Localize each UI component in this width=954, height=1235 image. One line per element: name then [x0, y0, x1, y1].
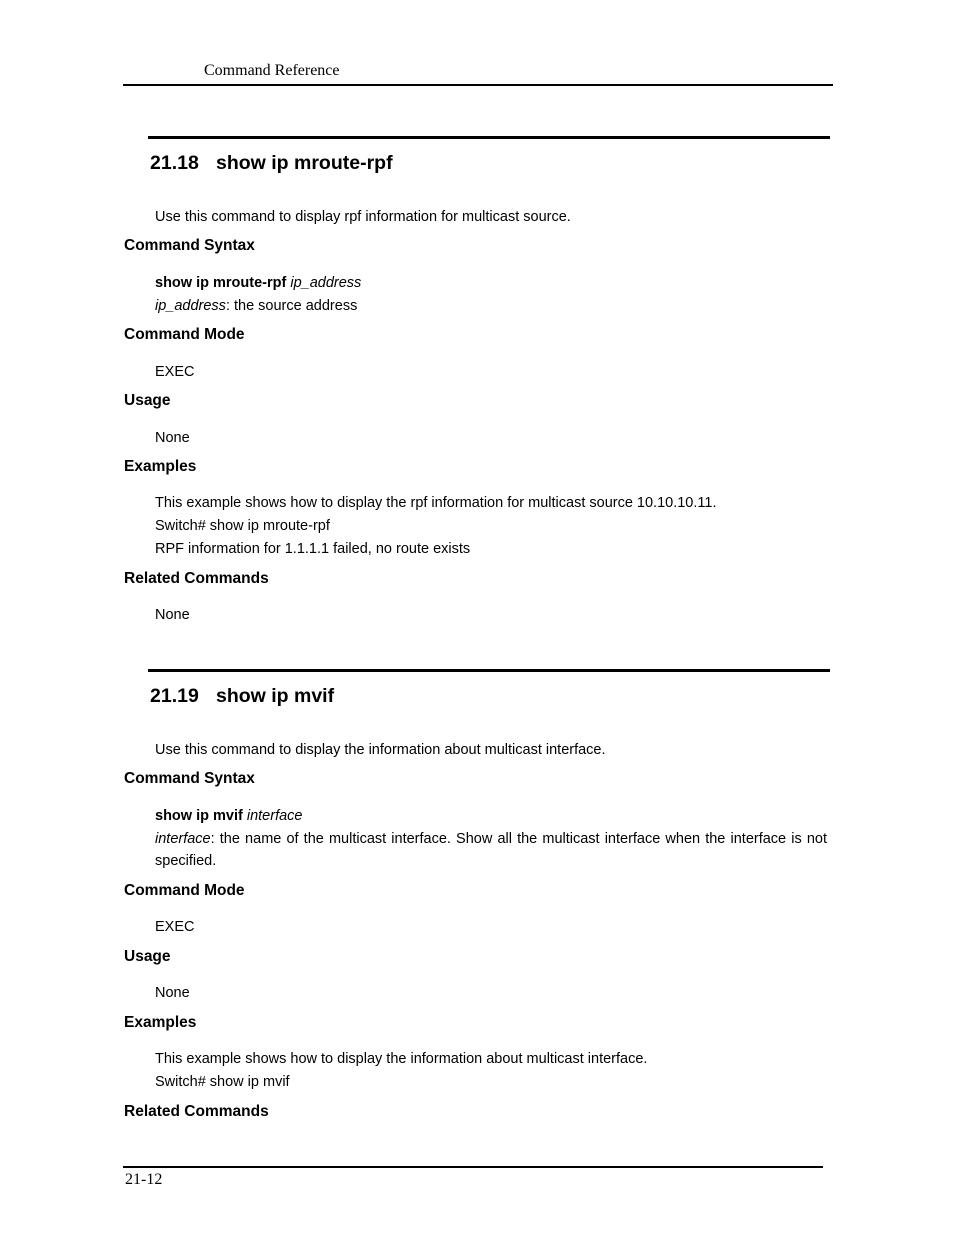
command-syntax — [155, 808, 302, 824]
related-commands-heading: Related Commands — [124, 570, 269, 587]
syntax-command: show ip mvif — [155, 808, 243, 824]
command-mode-value: EXEC — [155, 919, 195, 935]
parameter-text: : the source address — [225, 298, 358, 314]
syntax-parameter: ip_address — [290, 275, 362, 291]
page-number: 21-12 — [125, 1171, 163, 1188]
section-number: 21.18 — [150, 152, 199, 174]
related-commands-heading: Related Commands — [124, 1103, 269, 1120]
section-intro: Use this command to display rpf information for multicast source. — [155, 209, 571, 225]
command-syntax-heading: Command Syntax — [124, 770, 255, 787]
command-mode-heading: Command Mode — [124, 326, 245, 343]
parameter-description — [155, 828, 827, 872]
examples-heading: Examples — [124, 1014, 197, 1031]
example-line: This example shows how to display the information about multicast interface. — [155, 1051, 648, 1067]
command-syntax — [155, 275, 361, 291]
section-rule-1 — [148, 136, 830, 139]
example-line: Switch# show ip mroute-rpf — [155, 518, 330, 534]
section-intro: Use this command to display the information about multicast interface. — [155, 742, 606, 758]
section-number: 21.19 — [150, 685, 199, 707]
header-rule — [123, 84, 833, 86]
parameter-name: interface — [155, 831, 211, 847]
section-heading: show ip mvif — [216, 685, 335, 707]
section-title-21-19 — [150, 685, 334, 708]
usage-value: None — [155, 430, 190, 446]
example-line: This example shows how to display the rpf information for multicast source 10.10.10.11. — [155, 495, 717, 511]
parameter-description — [155, 298, 357, 314]
example-line: Switch# show ip mvif — [155, 1074, 290, 1090]
related-commands-value: None — [155, 607, 190, 623]
command-mode-heading: Command Mode — [124, 882, 245, 899]
section-rule-2 — [148, 669, 830, 672]
syntax-command: show ip mroute-rpf — [155, 275, 287, 291]
examples-heading: Examples — [124, 458, 197, 475]
syntax-parameter: interface — [246, 808, 303, 824]
usage-heading: Usage — [124, 948, 171, 965]
parameter-text: : the name of the multicast interface. Show all the multicast interface when the interface is not specified. — [155, 831, 827, 869]
footer-rule — [123, 1166, 823, 1168]
example-line: RPF information for 1.1.1.1 failed, no route exists — [155, 541, 471, 557]
command-syntax-heading: Command Syntax — [124, 237, 255, 254]
parameter-name: ip_address — [155, 298, 226, 314]
command-mode-value: EXEC — [155, 364, 195, 380]
section-title-21-18 — [150, 152, 393, 175]
running-header: Command Reference — [204, 62, 340, 79]
usage-heading: Usage — [124, 392, 171, 409]
section-heading: show ip mroute-rpf — [216, 152, 393, 174]
usage-value: None — [155, 985, 190, 1001]
